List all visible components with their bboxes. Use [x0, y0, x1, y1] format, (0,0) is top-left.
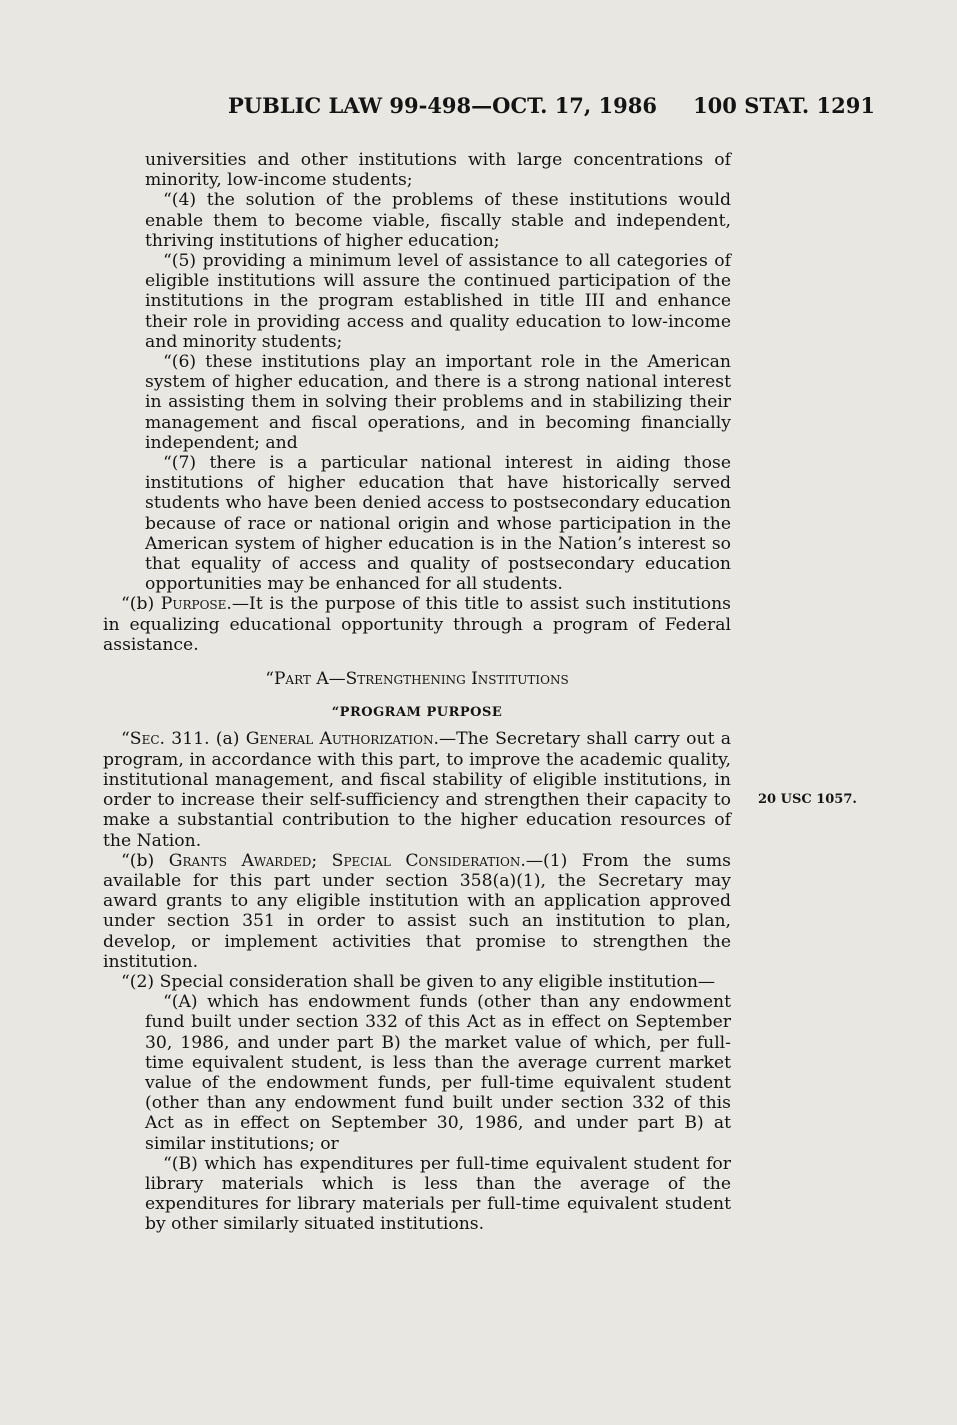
statute-citation: 100 STAT. 1291	[693, 93, 875, 118]
law-body	[103, 150, 731, 1235]
finding-6: “(6) these institutions play an important role in the American system of higher education, and there is a strong national interest in assisting them in solving their problems and in stabilizing their management and fiscal operations, and in becoming financially independent; and	[145, 352, 731, 453]
program-purpose-heading: “PROGRAM PURPOSE	[331, 705, 503, 721]
law-title: PUBLIC LAW 99-498—OCT. 17, 1986	[228, 93, 657, 118]
purpose-paragraph	[103, 594, 731, 655]
special-consideration: “(2) Special consideration shall be given to any eligible institution—	[121, 971, 716, 992]
finding-5: “(5) providing a minimum level of assistance to all categories of eligible institutions will assure the continued participation of the institutions in the program established in title III and enhance their role in providing access and quality education to low-income and minority students;	[145, 251, 731, 352]
sec-caption: Sec	[129, 729, 160, 750]
paragraph-continued: universities and other institutions with large concentrations of minority, low-income students;	[145, 150, 731, 191]
page-header	[0, 93, 957, 123]
grants-text: .—(1) From the sums available for this part under section 358(a)(1), the Secretary may award grants to any eligible institution with an application approved under section 351 in order to assist such an institution to plan, develop, or implement activities that promise to strengthen the institution.	[103, 850, 731, 972]
margin-citation: 20 USC 1057.	[758, 792, 857, 807]
part-heading: “Part A—Strengthening Institutions	[265, 669, 569, 690]
section-311-a	[103, 729, 731, 850]
general-authorization-caption: General Authorization	[245, 729, 434, 750]
purpose-lead: “(b)	[121, 594, 161, 615]
clause-b: “(B) which has expenditures per full-time equivalent student for library materials which is less than the average of the expenditures for library materials per full-time equivalent student by other similarly situated institutions.	[145, 1153, 731, 1235]
purpose-text: .—It is the purpose of this title to assist such institutions in equalizing educational opportunity through a program of Federal assistance.	[103, 594, 732, 655]
section-311-b	[103, 851, 731, 972]
grants-lead: “(b)	[121, 850, 169, 871]
clause-a: “(A) which has endowment funds (other than any endowment fund built under section 332 of this Act as in effect on September 30, 1986, and under part B) the market value of which, per full-time equivalent student, is less than the average current market value of the endowment funds, per full-time equivalent student (other than any endowment fund built under section 332 of this Act as in effect on September 30, 1986, and under part B) at similar institutions; or	[145, 992, 731, 1154]
finding-7: “(7) there is a particular national interest in aiding those institutions of higher education that have historically served students who have been denied access to postsecondary education because of race or national origin and whose participation in the American system of higher education is in the Nation’s interest so that equality of access and quality of postsecondary education opportunities may be enhanced for all students.	[145, 453, 731, 595]
grants-caption: Grants Awarded; Special Consideration	[168, 850, 521, 871]
sec-lead: “	[121, 729, 130, 750]
general-authorization-text: .—The Secretary shall carry out a program, in accordance with this part, to improve the academic quality, institutional management, and fiscal stability of eligible institutions, in order to increase their self-sufficiency and strengthen their capacity to make a substantial contribution to the higher education resources of the Nation.	[103, 729, 732, 851]
sec-number: . 311. (a)	[159, 729, 246, 750]
finding-4: “(4) the solution of the problems of these institutions would enable them to become viable, fiscally stable and independent, thriving institutions of higher education;	[145, 190, 731, 251]
purpose-caption: Purpose	[160, 594, 227, 615]
